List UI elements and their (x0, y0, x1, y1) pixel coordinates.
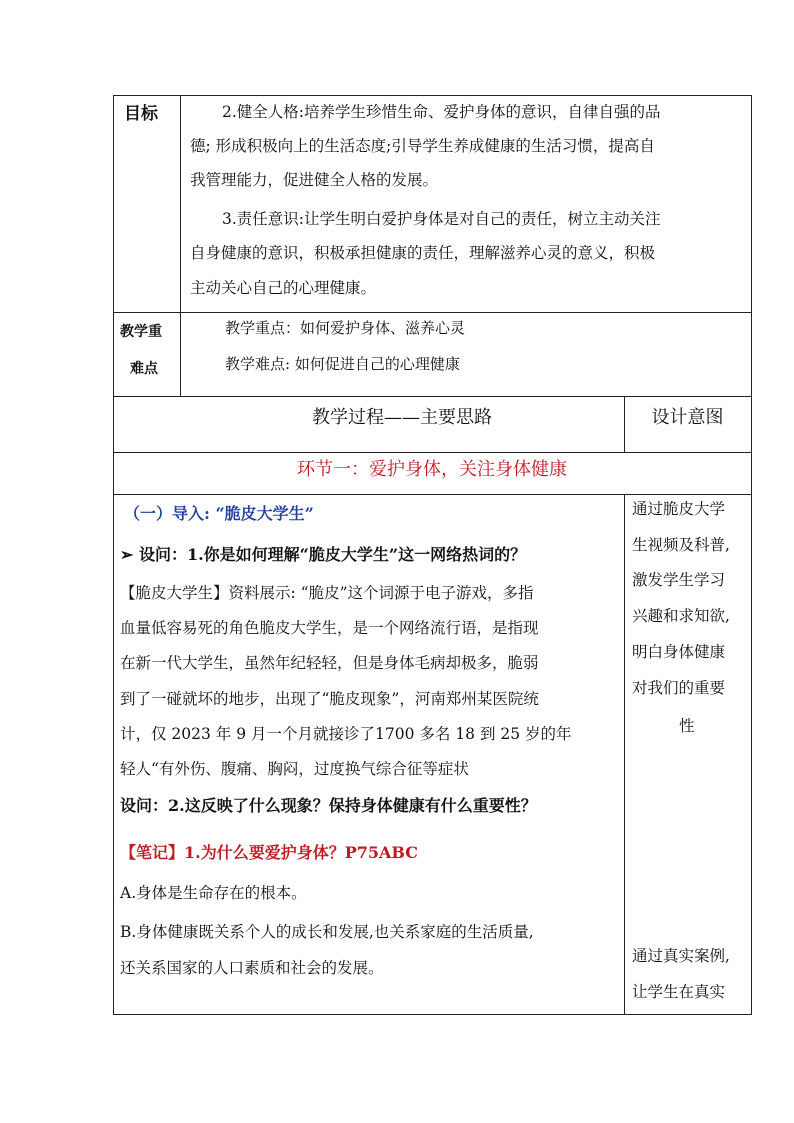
difficulty-label-line1: 教学重 (120, 324, 162, 340)
intent-line: 性 (679, 717, 695, 735)
intent-line: 激发学生学习 (632, 571, 726, 589)
note-heading: 【笔记】1.为什么要爱护身体？P75ABC (120, 843, 418, 862)
goal-p3-line3: 主动关心自己的心理健康。 (190, 279, 377, 297)
difficulty-label-line2: 难点 (130, 361, 158, 377)
key-point-text: 教学重点：如何爱护身体、滋养心灵 (225, 319, 466, 337)
goal-p2-line3: 我管理能力，促进健全人格的发展。 (190, 171, 439, 189)
goal-label: 目标 (124, 104, 158, 124)
process-header: 教学过程——主要思路 (312, 407, 492, 428)
table-border-bottom (113, 1014, 751, 1015)
material-line: 计，仅 2023 年 9 月一个月就接诊了1700 多名 18 到 25 岁的年 (120, 725, 572, 743)
intent-line: 生视频及科普, (632, 536, 730, 554)
note-b-line1: B.身体健康既关系个人的成长和发展,也关系家庭的生活质量, (120, 923, 534, 941)
goal-p3-line2: 自身健康的意识，积极承担健康的责任，理解滋养心灵的意义，积极 (190, 244, 656, 262)
row-divider (113, 452, 751, 453)
intent-line: 让学生在真实 (632, 983, 726, 1001)
material-line: 轻人“有外伤、腹痛、胸闷，过度换气综合征等症状 (120, 760, 469, 778)
difficult-point-text: 教学难点: 如何促进自己的心理健康 (225, 355, 460, 373)
label-column-divider (180, 95, 181, 397)
material-line: 【脆皮大学生】资料展示: “脆皮”这个词源于电子游戏，多指 (120, 584, 534, 602)
intent-line: 对我们的重要 (632, 679, 726, 697)
material-line: 到了一碰就坏的地步，出现了“脆皮现象”，河南郑州某医院统 (120, 690, 539, 708)
goal-p2-line2: 德; 形成积极向上的生活态度;引导学生养成健康的生活习惯，提高自 (190, 137, 655, 155)
goal-p3-line1: 3.责任意识:让学生明白爱护身体是对自己的责任，树立主动关注 (222, 210, 661, 228)
intent-header: 设计意图 (651, 407, 724, 428)
table-border-left (113, 95, 114, 1015)
intro-heading: （一）导入: “脆皮大学生” (124, 504, 314, 523)
intent-column-divider (624, 494, 625, 1015)
material-line: 血量低容易死的角色脆皮大学生，是一个网络流行语，是指现 (120, 619, 539, 637)
section-title: 环节一：爱护身体，关注身体健康 (297, 459, 567, 480)
table-border-right (751, 95, 752, 1015)
row-divider (113, 494, 751, 495)
intent-line: 通过真实案例, (632, 947, 730, 965)
question-1: ➢ 设问：1.你是如何理解“脆皮大学生”这一网络热词的？ (120, 545, 527, 564)
row-divider (113, 312, 751, 313)
intent-line: 兴趣和求知欲, (632, 607, 730, 625)
material-line: 在新一代大学生，虽然年纪轻轻，但是身体毛病却极多，脆弱 (120, 654, 539, 672)
table-border-top (113, 95, 751, 96)
question-2: 设问：2.这反映了什么现象？保持身体健康有什么重要性？ (120, 796, 537, 815)
note-a: A.身体是生命存在的根本。 (120, 884, 307, 902)
row-divider (113, 396, 751, 397)
intent-line: 通过脆皮大学 (632, 500, 726, 518)
note-b-line2: 还关系国家的人口素质和社会的发展。 (120, 959, 384, 977)
goal-p2-line1: 2.健全人格:培养学生珍惜生命、爱护身体的意识，自律自强的品 (222, 103, 661, 121)
intent-line: 明白身体健康 (632, 643, 726, 661)
